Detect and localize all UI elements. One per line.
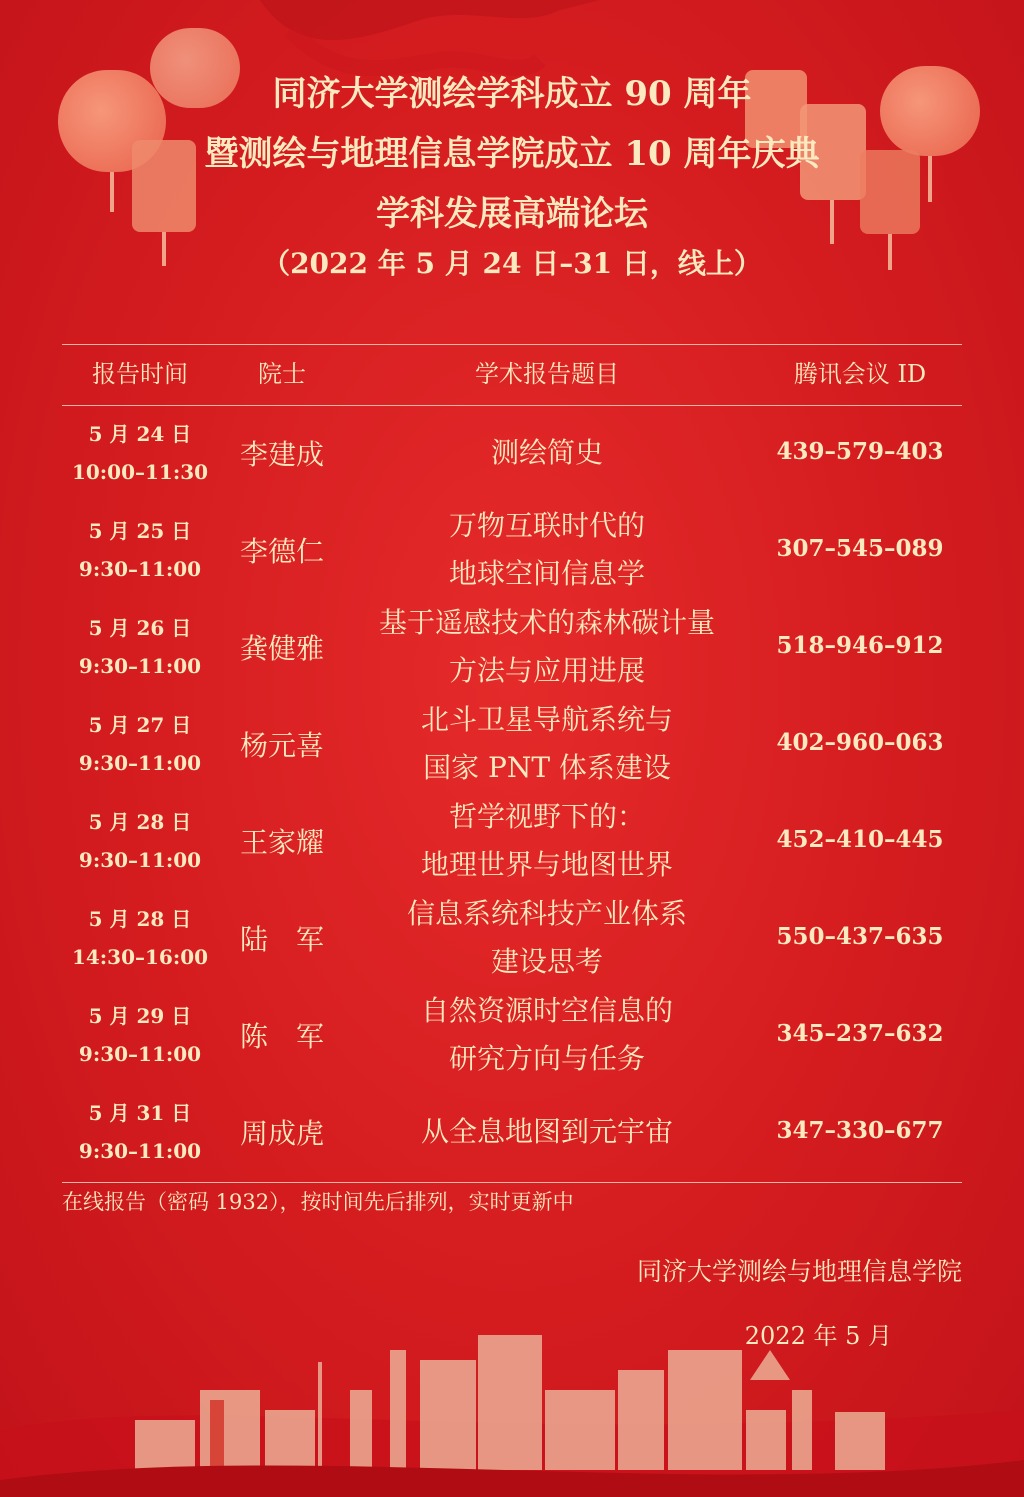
report-time-cell: [62, 900, 218, 976]
report-topic-cell: [352, 696, 742, 792]
header-academician: 院士: [258, 360, 306, 388]
report-topic-line: 哲学视野下的：: [448, 800, 645, 833]
academician-name: 李建成: [239, 438, 324, 471]
header-report-time: 报告时间: [92, 360, 188, 388]
report-topic-cell: [352, 987, 742, 1083]
academician-name: 陈 军: [239, 1020, 324, 1053]
campus-skyline-illustration: [0, 1330, 1024, 1497]
report-topic-cell: [352, 1108, 742, 1156]
report-topic-cell: [352, 502, 742, 598]
report-topic-cell: [352, 793, 742, 889]
report-topic-line: 万物互联时代的: [448, 509, 645, 542]
report-date: 5 月 25 日: [88, 519, 192, 543]
report-time-cell: [62, 1094, 218, 1170]
table-bottom-rule: [62, 1182, 962, 1183]
report-time: 9:30–11:00: [78, 1139, 202, 1163]
meeting-id[interactable]: 452–410–445: [776, 826, 944, 853]
report-topic-cell: [352, 599, 742, 695]
report-topic-line: 地球空间信息学: [448, 557, 645, 590]
report-topic-line: 方法与应用进展: [448, 654, 645, 687]
academician-name: 李德仁: [239, 535, 324, 568]
forum-title-line3: 学科发展高端论坛: [376, 194, 648, 234]
report-date: 5 月 31 日: [88, 1101, 192, 1125]
report-topic-line: 北斗卫星导航系统与: [420, 703, 673, 736]
header-report-topic: 学术报告题目: [475, 360, 619, 388]
report-date: 5 月 26 日: [88, 616, 192, 640]
report-date: 5 月 29 日: [88, 1004, 192, 1028]
report-time-cell: [62, 609, 218, 685]
table-row: [62, 599, 962, 696]
table-row: [62, 502, 962, 599]
academician-name: 周成虎: [239, 1117, 324, 1150]
meeting-id[interactable]: 347–330–677: [776, 1117, 944, 1144]
meeting-id[interactable]: 307–545–089: [776, 535, 944, 562]
report-time-cell: [62, 803, 218, 879]
report-time: 9:30–11:00: [78, 848, 202, 872]
report-topic-line: 国家 PNT 体系建设: [423, 751, 671, 784]
signature-date: 2022 年 5 月: [744, 1322, 892, 1350]
report-topic-line: 信息系统科技产业体系: [406, 897, 687, 930]
meeting-id[interactable]: 345–237–632: [776, 1020, 944, 1047]
report-time: 9:30–11:00: [78, 1042, 202, 1066]
report-topic-line: 自然资源时空信息的: [420, 994, 673, 1027]
academician-name: 王家耀: [239, 826, 324, 859]
table-row: [62, 987, 962, 1084]
academician-name: 陆 军: [239, 923, 324, 956]
organizer-signature: 同济大学测绘与地理信息学院: [636, 1257, 962, 1286]
report-time-cell: [62, 997, 218, 1073]
report-topic-line: 地理世界与地图世界: [420, 848, 673, 881]
report-topic-line: 基于遥感技术的森林碳计量: [378, 606, 715, 639]
report-time: 14:30–16:00: [71, 945, 209, 969]
report-date: 5 月 28 日: [88, 810, 192, 834]
online-report-note: 在线报告（密码 1932），按时间先后排列，实时更新中: [62, 1190, 574, 1214]
report-time: 9:30–11:00: [78, 654, 202, 678]
report-time: 10:00–11:30: [71, 460, 209, 484]
forum-title-line2: 暨测绘与地理信息学院成立 10 周年庆典: [204, 134, 820, 174]
report-time: 9:30–11:00: [78, 751, 202, 775]
academician-name: 龚健雅: [239, 632, 324, 665]
report-date: 5 月 27 日: [88, 713, 192, 737]
meeting-id[interactable]: 402–960–063: [776, 729, 944, 756]
table-row: [62, 405, 962, 502]
report-time-cell: [62, 415, 218, 491]
academician-name: 杨元喜: [239, 729, 324, 762]
forum-title-line1: 同济大学测绘学科成立 90 周年: [272, 74, 752, 114]
report-topic-cell: [352, 429, 742, 477]
table-row: [62, 890, 962, 987]
header-meeting-id: 腾讯会议 ID: [793, 360, 927, 388]
report-date: 5 月 28 日: [88, 907, 192, 931]
report-topic-line: 建设思考: [490, 945, 603, 978]
meeting-id[interactable]: 439–579–403: [776, 438, 944, 465]
report-time-cell: [62, 706, 218, 782]
report-time-cell: [62, 512, 218, 588]
table-row: [62, 1084, 962, 1181]
report-topic-line: 研究方向与任务: [448, 1042, 645, 1075]
meeting-id[interactable]: 550–437–635: [776, 923, 944, 950]
forum-date-range: （2022 年 5 月 24 日–31 日，线上）: [262, 247, 762, 280]
table-top-rule: [62, 344, 962, 345]
report-topic-line: 测绘简史: [490, 436, 603, 469]
report-time: 9:30–11:00: [78, 557, 202, 581]
table-row: [62, 696, 962, 793]
table-row: [62, 793, 962, 890]
report-topic-line: 从全息地图到元宇宙: [420, 1115, 673, 1148]
report-date: 5 月 24 日: [88, 422, 192, 446]
report-topic-cell: [352, 890, 742, 986]
meeting-id[interactable]: 518–946–912: [776, 632, 944, 659]
